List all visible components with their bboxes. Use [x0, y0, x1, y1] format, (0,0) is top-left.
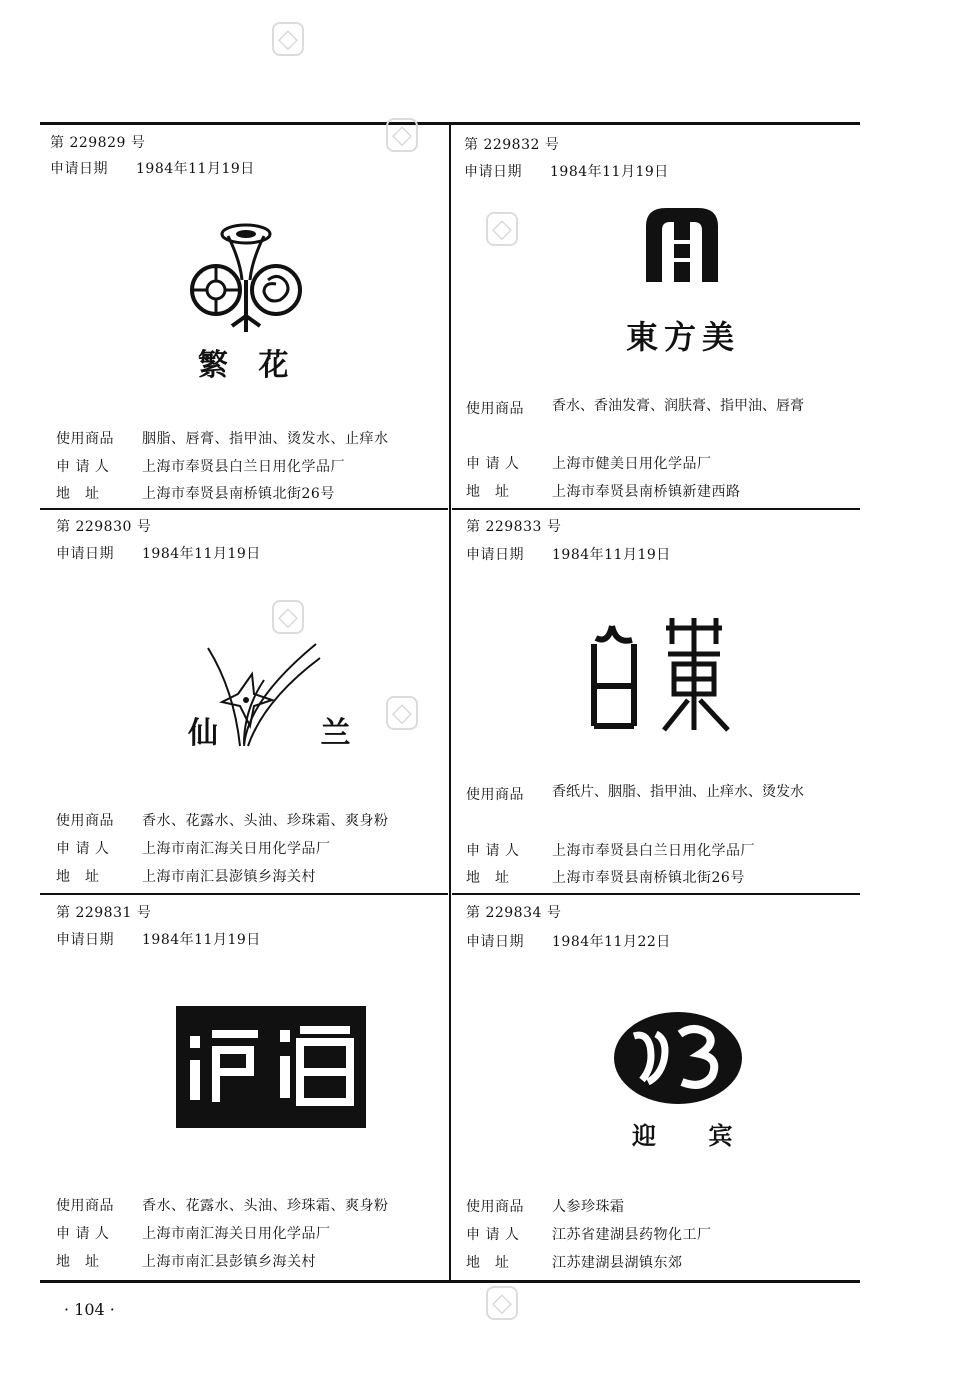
address-label: 地 址 [56, 1254, 100, 1270]
row-rule [40, 893, 448, 895]
goods-value: 人参珍珠霜 [552, 1199, 625, 1215]
date-label: 申请日期 [466, 547, 524, 563]
page-number: · 104 · [64, 1300, 115, 1319]
entry-number: 第 229831 号 [56, 905, 152, 921]
brand-name: 繁 花 [198, 348, 299, 383]
trademark-logo-huhai [176, 1006, 366, 1128]
goods-label: 使用商品 [466, 401, 524, 417]
address-label: 地 址 [466, 870, 510, 886]
goods-row [466, 1196, 625, 1216]
watermark-stamp: ◇ [386, 696, 418, 730]
trademark-logo-dongfangmei [644, 206, 720, 284]
address-label: 地 址 [466, 1255, 510, 1271]
date-value: 1984年11月19日 [552, 547, 671, 563]
brand-name: 東方美 [626, 318, 741, 356]
address-row [56, 1251, 316, 1271]
goods-row [56, 1195, 389, 1215]
trademark-logo-yingbin [612, 1010, 744, 1106]
date-value: 1984年11月19日 [142, 546, 261, 562]
applicant-value: 上海市奉贤县白兰日用化学品厂 [142, 459, 345, 475]
applicant-label: 申 请 人 [56, 841, 110, 857]
applicant-row [466, 840, 755, 860]
applicant-value: 上海市南汇海关日用化学品厂 [142, 841, 331, 857]
trademark-logo-bailan [588, 614, 736, 732]
applicant-label: 申 请 人 [56, 1226, 110, 1242]
row-rule [452, 508, 860, 510]
row-rule [452, 893, 860, 895]
address-row [56, 866, 316, 886]
address-value: 上海市奉贤县南桥镇北街26号 [552, 870, 745, 886]
entry-date-row [464, 161, 669, 181]
address-label: 地 址 [466, 484, 510, 500]
entry-number: 第 229834 号 [466, 905, 562, 921]
goods-value: 胭脂、唇膏、指甲油、烫发水、止痒水 [142, 431, 389, 447]
goods-value: 香水、香油发膏、润肤膏、指甲油、唇膏 [552, 398, 804, 414]
applicant-row [56, 1223, 331, 1243]
goods-value: 香纸片、胭脂、指甲油、止痒水、烫发水 [552, 784, 804, 800]
applicant-value: 上海市南汇海关日用化学品厂 [142, 1226, 331, 1242]
address-value: 上海市奉贤县南桥镇新建西路 [552, 484, 741, 500]
trademark-logo-fanhua [188, 220, 304, 336]
applicant-label: 申 请 人 [466, 843, 520, 859]
goods-label: 使用商品 [466, 1199, 524, 1215]
address-row [466, 867, 745, 887]
date-label: 申请日期 [56, 932, 114, 948]
goods-row [466, 398, 552, 418]
entry-number: 第 229830 号 [56, 519, 152, 535]
goods-row [56, 810, 389, 830]
applicant-row [466, 453, 712, 473]
date-label: 申请日期 [466, 934, 524, 950]
entry-number: 第 229832 号 [464, 137, 560, 153]
entry-number: 第 229833 号 [466, 519, 562, 535]
date-value: 1984年11月22日 [552, 934, 671, 950]
entry-date-row [466, 931, 671, 951]
watermark-stamp: ◇ [272, 22, 304, 56]
applicant-row [466, 1224, 712, 1244]
entry-date-row [56, 543, 261, 563]
watermark-stamp: ◇ [272, 600, 304, 634]
row-rule [40, 508, 448, 510]
date-label: 申请日期 [464, 164, 522, 180]
goods-row [466, 784, 552, 804]
applicant-label: 申 请 人 [466, 456, 520, 472]
date-value: 1984年11月19日 [142, 932, 261, 948]
applicant-row [56, 838, 331, 858]
address-row [466, 1252, 683, 1272]
address-row [466, 481, 741, 501]
address-label: 地 址 [56, 869, 100, 885]
watermark-stamp: ◇ [386, 118, 418, 152]
bottom-rule [40, 1280, 860, 1283]
watermark-stamp: ◇ [486, 212, 518, 246]
goods-label: 使用商品 [56, 431, 114, 447]
applicant-label: 申 请 人 [56, 459, 110, 475]
brand-name: 仙 兰 [188, 716, 397, 751]
date-value: 1984年11月19日 [136, 161, 255, 177]
date-label: 申请日期 [56, 546, 114, 562]
entry-date-row [466, 544, 671, 564]
goods-label: 使用商品 [56, 1198, 114, 1214]
goods-row [56, 428, 389, 448]
address-label: 地 址 [56, 486, 100, 502]
address-value: 上海市奉贤县南桥镇北街26号 [142, 486, 335, 502]
watermark-stamp: ◇ [486, 1286, 518, 1320]
entry-date-row [50, 158, 255, 178]
goods-value: 香水、花露水、头油、珍珠霜、爽身粉 [142, 813, 389, 829]
goods-label: 使用商品 [56, 813, 114, 829]
entry-date-row [56, 929, 261, 949]
applicant-label: 申 请 人 [466, 1227, 520, 1243]
address-value: 上海市南汇县彭镇乡海关村 [142, 1254, 316, 1270]
goods-label: 使用商品 [466, 787, 524, 803]
address-value: 上海市南汇县澎镇乡海关村 [142, 869, 316, 885]
goods-value: 香水、花露水、头油、珍珠霜、爽身粉 [142, 1198, 389, 1214]
applicant-value: 上海市健美日用化学品厂 [552, 456, 712, 472]
column-divider [449, 122, 451, 1282]
address-value: 江苏建湖县湖镇东郊 [552, 1255, 683, 1271]
date-label: 申请日期 [50, 161, 108, 177]
date-value: 1984年11月19日 [550, 164, 669, 180]
address-row [56, 483, 335, 503]
brand-name: 迎 宾 [632, 1121, 755, 1150]
applicant-value: 江苏省建湖县药物化工厂 [552, 1227, 712, 1243]
entry-number: 第 229829 号 [50, 135, 146, 151]
applicant-row [56, 456, 345, 476]
applicant-value: 上海市奉贤县白兰日用化学品厂 [552, 843, 755, 859]
